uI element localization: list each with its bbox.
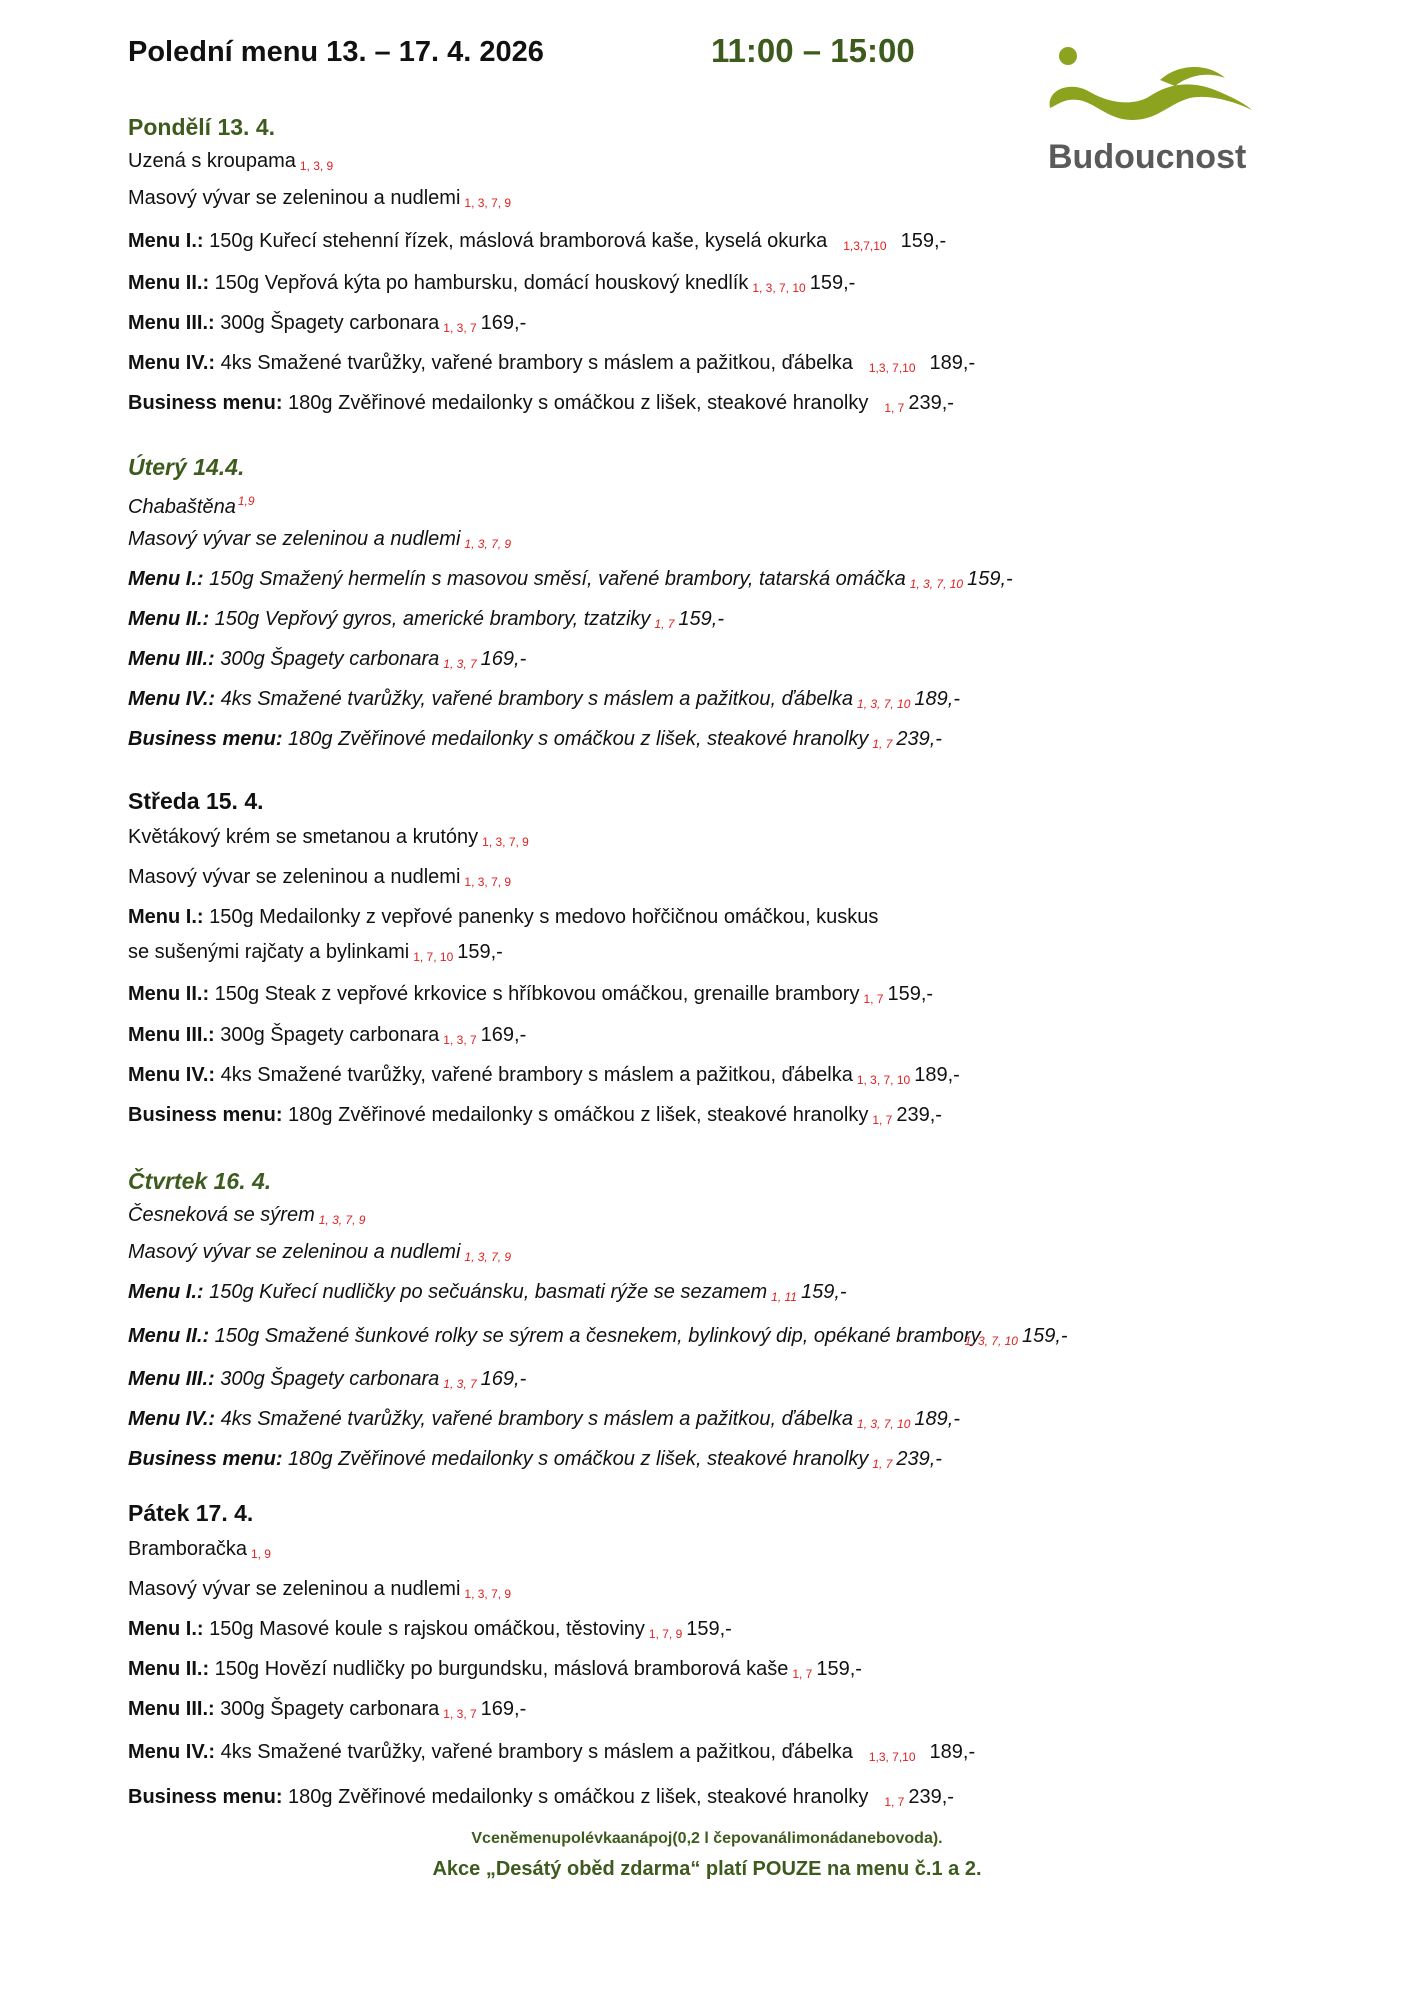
allergens: 1, 3, 7, 10: [752, 281, 806, 295]
price: 189,-: [929, 352, 976, 374]
soup-line: Masový vývar se zeleninou a nudlemi 1, 3, 7, 9: [128, 866, 512, 889]
menu-line: Business menu: 180g Zvěřinové medailonky s omáčkou z lišek, steakové hranolky 1, 7 239,-: [128, 1448, 942, 1471]
menu-line: Menu III.: 300g Špagety carbonara 1, 3, 7 169,-: [128, 1698, 527, 1721]
price: 159,-: [816, 1658, 862, 1680]
menu-label: Menu II.:: [128, 1658, 210, 1680]
menu-label: Menu III.:: [128, 1698, 215, 1720]
menu-line: Menu I.: 150g Kuřecí stehenní řízek, máslová bramborová kaše, kyselá okurka 1,3,7,10 159,-: [128, 230, 947, 253]
menu-line: Menu II.: 150g Vepřová kýta po hambursku, domácí houskový knedlík 1, 3, 7, 10 159,-: [128, 272, 856, 295]
price: 169,-: [480, 1024, 527, 1046]
allergens: 1, 3, 7: [443, 657, 477, 671]
day-title: Čtvrtek 16. 4.: [128, 1168, 272, 1194]
menu-label: Menu IV.:: [128, 1741, 216, 1763]
allergens: 1,3, 7,10: [868, 361, 916, 375]
price: 169,-: [480, 312, 527, 334]
allergens: 1, 7: [654, 617, 675, 631]
allergens: 1, 3, 9: [299, 159, 334, 173]
menu-label: Menu IV.:: [128, 1064, 216, 1086]
price: 169,-: [480, 1698, 527, 1720]
price: 169,-: [480, 1368, 527, 1390]
day-monday: [128, 112, 1278, 426]
price: 159,-: [678, 608, 725, 630]
allergens: 1, 3, 7, 10: [856, 1073, 911, 1087]
allergens: 1, 3, 7, 9: [464, 196, 512, 210]
menu-label: Menu III.:: [128, 1368, 215, 1390]
menu-label: Menu II.:: [128, 272, 210, 294]
allergens: 1, 9: [250, 1547, 271, 1561]
menu-label: Menu IV.:: [128, 352, 216, 374]
allergens: 1, 3, 7, 9: [464, 875, 512, 889]
allergens: 1, 7: [872, 1113, 893, 1127]
menu-label: Business menu:: [128, 728, 283, 750]
allergens: 1, 3, 7, 9: [464, 537, 512, 551]
soup-line: Uzená s kroupama 1, 3, 9: [128, 150, 334, 173]
allergens: 1, 7, 10: [413, 950, 454, 964]
menu-line: Menu II.: 150g Hovězí nudličky po burgundsku, máslová bramborová kaše 1, 7 159,-: [128, 1658, 862, 1681]
price: 239,-: [896, 728, 942, 750]
allergens: 1, 3, 7: [443, 1033, 477, 1047]
allergens: 1,9: [237, 494, 255, 508]
menu-line: Menu III.: 300g Špagety carbonara 1, 3, 7 169,-: [128, 648, 527, 671]
day-title: Pondělí 13. 4.: [128, 114, 275, 140]
allergens: 1, 3, 7, 10: [964, 1334, 1018, 1348]
price: 239,-: [908, 392, 954, 414]
allergens: 1,3, 7,10: [868, 1750, 916, 1764]
menu-line: Menu II.: 150g Vepřový gyros, americké brambory, tzatziky 1, 7 159,-: [128, 608, 725, 631]
price: 239,-: [896, 1104, 942, 1126]
menu-line: Menu III.: 300g Špagety carbonara 1, 3, 7 169,-: [128, 1024, 527, 1047]
menu-line: Menu II.: 150g Steak z vepřové krkovice s hříbkovou omáčkou, grenaille brambory 1, 7 159,-: [128, 983, 934, 1006]
menu-label: Menu II.:: [128, 983, 210, 1005]
menu-line: Menu IV.: 4ks Smažené tvarůžky, vařené brambory s máslem a pažitkou, ďábelka 1, 3, 7, 10 189,-: [128, 688, 960, 711]
allergens: 1, 3, 7, 9: [464, 1250, 512, 1264]
allergens: 1, 3, 7, 10: [857, 697, 911, 711]
soup-line: Chabaštěna $^{1,9}$: [128, 494, 255, 518]
soup-line: Masový vývar se zeleninou a nudlemi 1, 3, 7, 9: [128, 1578, 512, 1601]
price: 159,-: [967, 568, 1013, 590]
menu-label: Menu I.:: [128, 1281, 204, 1303]
allergens: 1, 3, 7: [443, 1377, 477, 1391]
menu-line: Menu IV.: 4ks Smažené tvarůžky, vařené brambory s máslem a pažitkou, ďábelka 1, 3, 7, 10 189,-: [128, 1408, 960, 1431]
day-tuesday: [128, 452, 1278, 762]
menu-label: Business menu:: [128, 1448, 283, 1470]
allergens: 1, 7: [884, 401, 905, 415]
allergens: 1, 3, 7: [443, 321, 477, 335]
menu-line: Menu I.: 150g Medailonky z vepřové panenky s medovo hořčičnou omáčkou, kuskus: [128, 906, 879, 928]
price: 159,-: [900, 230, 947, 252]
menu-line: Menu IV.: 4ks Smažené tvarůžky, vařené brambory s máslem a pažitkou, ďábelka 1,3, 7,10 189,-: [128, 352, 976, 375]
menu-line: Business menu: 180g Zvěřinové medailonky s omáčkou z lišek, steakové hranolky 1, 7 239,-: [128, 728, 942, 751]
soup-line: Česneková se sýrem 1, 3, 7, 9: [128, 1204, 366, 1227]
allergens: 1, 3, 7, 10: [909, 577, 964, 591]
price: 239,-: [896, 1448, 942, 1470]
price: 189,-: [914, 1408, 960, 1430]
allergens: 1, 3, 7: [443, 1707, 477, 1721]
menu-label: Menu III.:: [128, 1024, 215, 1046]
allergens: 1, 7: [863, 992, 884, 1006]
price: 159,-: [457, 941, 503, 963]
menu-line: Menu I.: 150g Smažený hermelín s masovou směsí, vařené brambory, tatarská omáčka 1, 3, 7, 10 159,-: [128, 568, 1013, 591]
price: 159,-: [809, 272, 856, 294]
menu-line: Business menu: 180g Zvěřinové medailonky s omáčkou z lišek, steakové hranolky 1, 7 239,-: [128, 392, 954, 415]
soup-line: Masový vývar se zeleninou a nudlemi 1, 3, 7, 9: [128, 1241, 512, 1264]
allergens: 1, 3, 7, 9: [318, 1213, 366, 1227]
price: 189,-: [914, 1064, 960, 1086]
allergens: 1, 7, 9: [648, 1627, 683, 1641]
soup-line: Masový vývar se zeleninou a nudlemi 1, 3, 7, 9: [128, 528, 512, 551]
menu-line: Menu IV.: 4ks Smažené tvarůžky, vařené brambory s máslem a pažitkou, ďábelka 1, 3, 7, 10 189,-: [128, 1064, 960, 1087]
menu-line: Menu III.: 300g Špagety carbonara 1, 3, 7 169,-: [128, 312, 527, 335]
allergens: 1, 3, 7, 9: [464, 1587, 512, 1601]
day-thursday: [128, 1166, 1278, 1482]
menu-label: Menu I.:: [128, 1618, 204, 1640]
allergens: 1, 7: [884, 1795, 905, 1809]
footer-promo: Akce „Desátý oběd zdarma“ platí POUZE na menu č.1 a 2.: [432, 1858, 982, 1880]
menu-label: Menu III.:: [128, 312, 215, 334]
footer-note: Vceněmenupolévkaanápoj(0,2 l čepovanálimonádanebovoda).: [471, 1830, 943, 1847]
menu-line: Menu I.: 150g Kuřecí nudličky po sečuánsku, basmati rýže se sezamem 1, 11 159,-: [128, 1281, 847, 1304]
menu-line: Menu IV.: 4ks Smažené tvarůžky, vařené brambory s máslem a pažitkou, ďábelka 1,3, 7,10 189,-: [128, 1741, 976, 1764]
opening-hours: 11:00 – 15:00: [711, 32, 915, 69]
menu-label: Menu II.:: [128, 1325, 210, 1347]
menu-label: Menu IV.:: [128, 1408, 216, 1430]
price: 159,-: [800, 1281, 847, 1303]
allergens: 1, 3, 7, 10: [857, 1417, 911, 1431]
price: 159,-: [1021, 1325, 1068, 1347]
menu-label: Menu III.:: [128, 648, 215, 670]
menu-line-continuation: se sušenými rajčaty a bylinkami 1, 7, 10 159,-: [128, 941, 503, 964]
menu-line: Menu III.: 300g Špagety carbonara 1, 3, 7 169,-: [128, 1368, 527, 1391]
allergens: 1, 11: [771, 1290, 797, 1304]
menu-line: Business menu: 180g Zvěřinové medailonky s omáčkou z lišek, steakové hranolky 1, 7 239,-: [128, 1104, 942, 1127]
price: 239,-: [908, 1786, 954, 1808]
soup-line: Masový vývar se zeleninou a nudlemi 1, 3, 7, 9: [128, 187, 512, 210]
allergens: 1, 7: [872, 1457, 893, 1471]
soup-line: Bramboračka 1, 9: [128, 1538, 271, 1561]
menu-label: Menu IV.:: [128, 688, 216, 710]
menu-line: Menu II.: 150g Smažené šunkové rolky se sýrem a česnekem, bylinkový dip, opékané brambory1, 3, 7, 10 159,-: [128, 1325, 1068, 1348]
day-title: Pátek 17. 4.: [128, 1500, 254, 1526]
day-title: Středa 15. 4.: [128, 788, 264, 814]
menu-line: Menu I.: 150g Masové koule s rajskou omáčkou, těstoviny 1, 7, 9 159,-: [128, 1618, 732, 1641]
menu-label: Menu II.:: [128, 608, 210, 630]
menu-label: Menu I.:: [128, 568, 204, 590]
menu-line: Business menu: 180g Zvěřinové medailonky s omáčkou z lišek, steakové hranolky 1, 7 239,-: [128, 1786, 954, 1809]
menu-label: Business menu:: [128, 1104, 283, 1126]
logo-text: Budoucnost: [1048, 138, 1247, 176]
price: 169,-: [480, 648, 527, 670]
menu-label: Menu I.:: [128, 906, 204, 928]
allergens: 1, 7: [872, 737, 893, 751]
allergens: 1, 7: [792, 1667, 813, 1681]
menu-label: Business menu:: [128, 392, 283, 414]
price: 159,-: [887, 983, 934, 1005]
page-title: Polední menu 13. – 17. 4. 2026: [128, 36, 544, 68]
menu-label: Menu I.:: [128, 230, 204, 252]
allergens: 1, 3, 7, 9: [482, 835, 529, 849]
allergens: 1,3,7,10: [843, 239, 887, 253]
price: 189,-: [929, 1741, 976, 1763]
day-wednesday: [128, 786, 1278, 1138]
price: 159,-: [686, 1618, 732, 1640]
menu-label: Business menu:: [128, 1786, 283, 1808]
day-friday: [128, 1498, 1278, 1822]
day-title: Úterý 14.4.: [128, 454, 245, 480]
soup-line: Květákový krém se smetanou a krutóny 1, 3, 7, 9: [128, 826, 529, 849]
price: 189,-: [914, 688, 960, 710]
